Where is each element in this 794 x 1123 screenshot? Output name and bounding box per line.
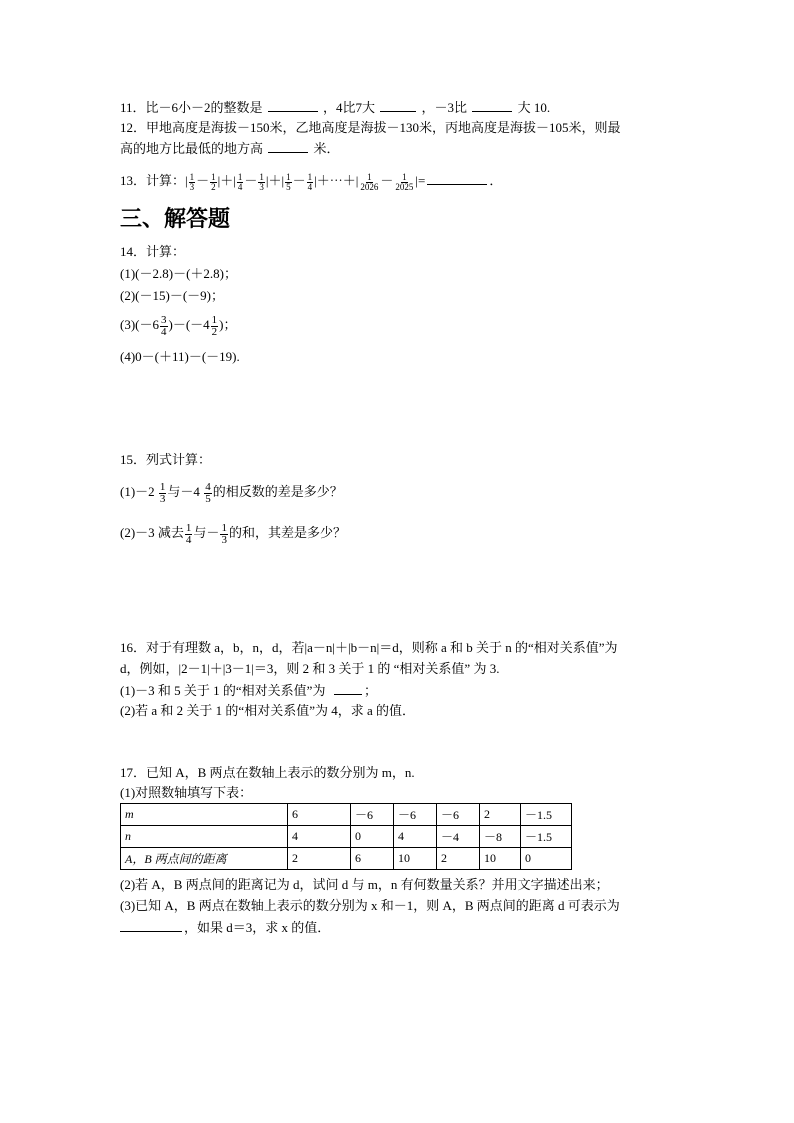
answer-blank[interactable] — [334, 682, 362, 695]
question-16-line-2: d，例如，|2－1|＋|3－1|＝3，则 2 和 3 关于 1 的 “相对关系值” 为 3. — [120, 661, 500, 676]
table-row: n 4 0 4 －4 －8 －1.5 — [121, 826, 572, 848]
fraction: $\frac{1}{4}$ — [185, 521, 192, 546]
fraction: $\frac{1}{2026}$ — [360, 171, 379, 192]
question-15-part-2: (2)－3 减去 $\frac{1}{4}$ 与－ $\frac{1}{3}$ 的和，其差是多少？ — [120, 521, 346, 546]
fraction: $\frac{1}{2}$ — [211, 313, 218, 338]
fraction: $\frac{1}{5}$ — [286, 171, 291, 192]
fraction: $\frac{3}{4}$ — [161, 313, 167, 338]
question-16-line-3: (1)－3 和 5 关于 1 的“相对关系值”为 ； — [120, 683, 377, 698]
number-line-table — [120, 803, 572, 870]
fraction: $\frac{1}{4}$ — [307, 171, 313, 192]
fraction: $\frac{1}{2025}$ — [395, 171, 414, 192]
question-12-line-1: 12．甲地高度是海拔－150米，乙地高度是海拔－130米，丙地高度是海拔－105米，则最 — [120, 120, 621, 135]
question-17-line-2: (1)对照数轴填写下表： — [120, 785, 253, 800]
question-11: 11．比－6小－2的整数是 ，4比7大 ，－3比 大 10. — [120, 100, 551, 115]
fraction: $\frac{1}{3}$ — [189, 171, 195, 192]
question-17-line-3: (2)若 A，B 两点间的距离记为 d，试问 d 与 m，n 有何数量关系？并用文字描述出来； — [120, 877, 609, 892]
question-16-line-1: 16．对于有理数 a，b，n，d，若|a－n|＋|b－n|＝d，则称 a 和 b 关于 n 的“相对关系值”为 — [120, 640, 618, 655]
question-14-part-4: (4)0－(＋11)－(－19). — [120, 349, 240, 364]
question-16-line-4: (2)若 a 和 2 关于 1 的“相对关系值”为 4，求 a 的值． — [120, 703, 415, 718]
fraction: $\frac{1}{2}$ — [211, 171, 216, 192]
fraction: $\frac{1}{3}$ — [221, 521, 227, 546]
question-14-part-2: (2)(－15)－(－9)； — [120, 288, 224, 303]
question-17-line-5: ，如果 d＝3，求 x 的值． — [120, 919, 330, 936]
question-17-line-4: (3)已知 A，B 两点在数轴上表示的数分别为 x 和－1，则 A，B 两点间的距离 d 可表示为 — [120, 898, 620, 913]
question-14-part-3: (3)(－6 $\frac{3}{4}$ )－(－4 $\frac{1}{2}$ )； — [120, 313, 237, 338]
question-12-line-2: 高的地方比最低的地方高 米． — [120, 141, 340, 156]
answer-blank[interactable] — [120, 919, 182, 932]
answer-blank[interactable] — [380, 99, 416, 112]
table-row: A，B 两点间的距离 2 6 10 2 10 0 — [121, 848, 572, 870]
fraction: $\frac{4}{5}$ — [205, 480, 211, 505]
question-15-part-1: (1)－2 $\frac{1}{3}$ 与－4 $\frac{4}{5}$ 的相反数的差是多少？ — [120, 480, 343, 505]
section-heading: 三、解答题 — [120, 207, 231, 232]
question-17-line-1: 17．已知 A，B 两点在数轴上表示的数分别为 m，n. — [120, 765, 415, 780]
table-row: m 6 －6 －6 －6 2 －1.5 — [121, 804, 572, 826]
answer-blank[interactable] — [472, 99, 512, 112]
question-14-part-1: (1)(－2.8)－(＋2.8)； — [120, 266, 237, 281]
answer-blank[interactable] — [427, 172, 487, 185]
fraction: $\frac{1}{3}$ — [259, 171, 264, 192]
answer-blank[interactable] — [268, 140, 308, 153]
question-13: 13．计算：| $\frac{1}{3}$ － $\frac{1}{2}$ |＋| $\frac{1}{4}$ － $\frac{1}{3}$ |＋| $\frac{1}{5}$ － $\frac{1}{4}$ |＋⋯＋| $\frac{1}{2026}$ － $\frac{1}{2025}$ |= ． — [120, 171, 503, 192]
fraction: $\frac{1}{3}$ — [159, 480, 166, 505]
answer-blank[interactable] — [268, 99, 318, 112]
fraction: $\frac{1}{4}$ — [237, 171, 243, 192]
question-15-title: 15．列式计算： — [120, 452, 212, 467]
question-14-title: 14．计算： — [120, 244, 186, 259]
